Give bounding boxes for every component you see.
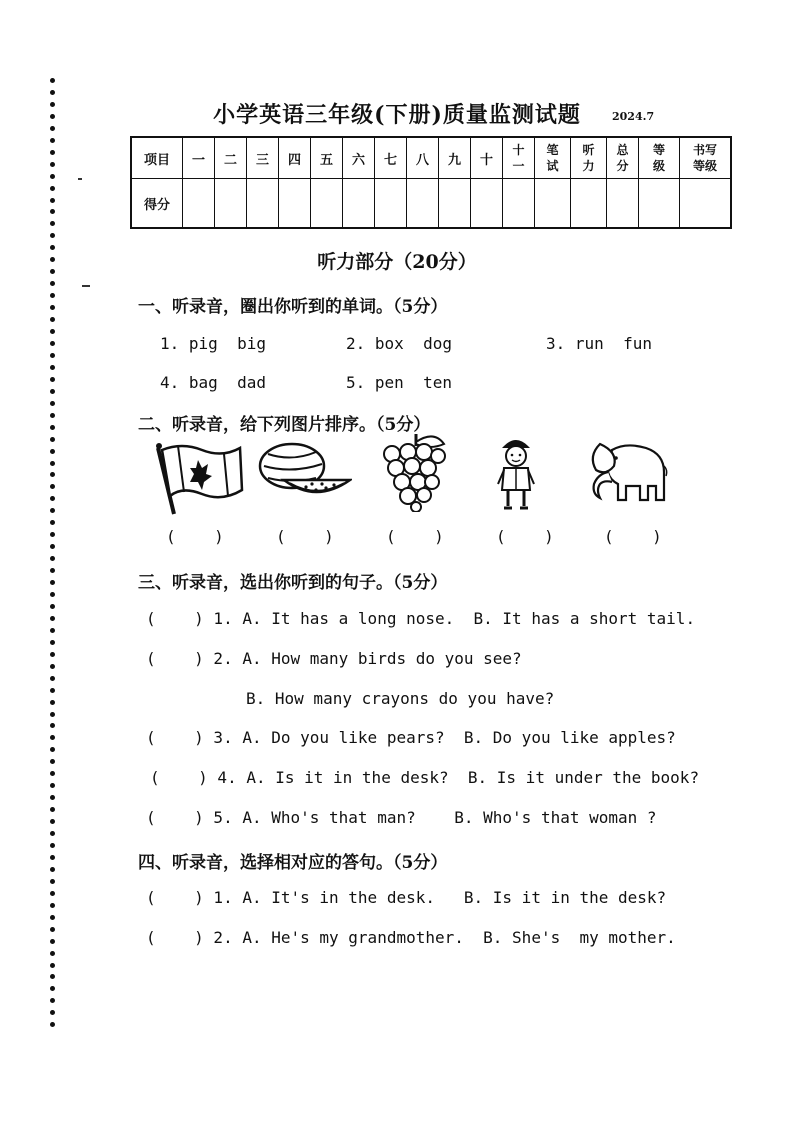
score-header-cell: 等 级 (639, 137, 680, 179)
binding-dot (50, 90, 55, 95)
binding-dots (50, 78, 58, 1028)
score-header-cell: 十 一 (503, 137, 535, 179)
q1-item: 2. box dog (346, 334, 452, 353)
binding-dot (50, 425, 55, 430)
binding-dot (50, 688, 55, 693)
binding-dot (50, 628, 55, 633)
score-header-cell: 九 (439, 137, 471, 179)
score-cell[interactable] (343, 179, 375, 229)
binding-dot (50, 233, 55, 238)
binding-dot (50, 472, 55, 477)
binding-dot (50, 700, 55, 705)
binding-dot (50, 891, 55, 896)
exam-date: 2024.7 (612, 110, 655, 123)
score-cell[interactable] (607, 179, 639, 229)
q3-item: ( ) 1. A. It has a long nose. B. It has a short tail. (146, 609, 696, 628)
binding-dot (50, 305, 55, 310)
score-header-cell: 笔 试 (535, 137, 571, 179)
binding-dot (50, 735, 55, 740)
binding-dot (50, 604, 55, 609)
binding-dot (50, 329, 55, 334)
q2-answer-blank[interactable]: ( ) (604, 527, 662, 546)
binding-dot (50, 723, 55, 728)
binding-dot (50, 616, 55, 621)
binding-dot (50, 508, 55, 513)
score-cell[interactable] (279, 179, 311, 229)
score-cell[interactable] (311, 179, 343, 229)
score-row-label: 得分 (131, 179, 183, 229)
binding-dot (50, 556, 55, 561)
binding-dot (50, 496, 55, 501)
scan-mark (82, 285, 90, 287)
q2-answer-blank[interactable]: ( ) (166, 527, 224, 546)
binding-dot (50, 974, 55, 979)
score-cell[interactable] (183, 179, 215, 229)
page-title: 小学英语三年级(下册)质量监测试题 (213, 102, 581, 128)
score-cell[interactable] (471, 179, 503, 229)
q1-item: 1. pig big (160, 334, 266, 353)
binding-dot (50, 712, 55, 717)
binding-dot (50, 78, 55, 83)
score-header-cell: 总 分 (607, 137, 639, 179)
score-header-cell: 三 (247, 137, 279, 179)
binding-dot (50, 819, 55, 824)
score-cell[interactable] (535, 179, 571, 229)
score-cell[interactable] (215, 179, 247, 229)
binding-dot (50, 365, 55, 370)
binding-dot (50, 568, 55, 573)
binding-dot (50, 676, 55, 681)
q2-heading: 二、听录音，给下列图片排序。（5分） (138, 415, 431, 435)
scan-mark (78, 178, 82, 180)
q1-item: 4. bag dad (160, 373, 266, 392)
binding-dot (50, 544, 55, 549)
elephant-icon (586, 436, 668, 508)
binding-dot (50, 520, 55, 525)
flag-icon (152, 440, 244, 516)
binding-dot (50, 640, 55, 645)
binding-dot (50, 843, 55, 848)
score-header-cell: 书写 等级 (680, 137, 732, 179)
score-cell[interactable] (639, 179, 680, 229)
q2-pictures (150, 430, 680, 510)
binding-dot (50, 1022, 55, 1027)
binding-dot (50, 998, 55, 1003)
q4-item: ( ) 1. A. It's in the desk. B. Is it in the desk? (146, 888, 667, 907)
score-cell[interactable] (503, 179, 535, 229)
q4-heading: 四、听录音，选择相对应的答句。（5分） (138, 853, 448, 873)
score-header-cell: 七 (375, 137, 407, 179)
score-cell[interactable] (680, 179, 732, 229)
binding-dot (50, 855, 55, 860)
binding-dot (50, 795, 55, 800)
binding-dot (50, 903, 55, 908)
binding-dot (50, 1010, 55, 1015)
q3-heading: 三、听录音，选出你听到的句子。（5分） (138, 573, 448, 593)
score-cell[interactable] (439, 179, 471, 229)
grapes-icon (378, 432, 450, 512)
score-cell[interactable] (407, 179, 439, 229)
score-header-cell: 一 (183, 137, 215, 179)
binding-dot (50, 484, 55, 489)
score-header-row (131, 137, 731, 179)
binding-dot (50, 580, 55, 585)
binding-dot (50, 939, 55, 944)
boy-icon (494, 434, 538, 512)
binding-dot (50, 353, 55, 358)
watermelon-icon (256, 440, 352, 506)
score-header-cell: 二 (215, 137, 247, 179)
score-header-cell: 听 力 (571, 137, 607, 179)
binding-dot (50, 221, 55, 226)
binding-dot (50, 867, 55, 872)
binding-dot (50, 831, 55, 836)
binding-dot (50, 532, 55, 537)
q3-item: ( ) 4. A. Is it in the desk? B. Is it under the book? (150, 768, 700, 787)
binding-dot (50, 986, 55, 991)
binding-dot (50, 413, 55, 418)
binding-dot (50, 162, 55, 167)
binding-dot (50, 879, 55, 884)
score-cell[interactable] (247, 179, 279, 229)
q3-item: B. How many crayons do you have? (246, 689, 555, 708)
binding-dot (50, 281, 55, 286)
binding-dot (50, 963, 55, 968)
binding-dot (50, 138, 55, 143)
binding-dot (50, 186, 55, 191)
binding-dot (50, 317, 55, 322)
binding-dot (50, 198, 55, 203)
q1-item: 3. run fun (546, 334, 652, 353)
score-header-cell: 项目 (131, 137, 183, 179)
q2-answer-blank[interactable]: ( ) (496, 527, 554, 546)
binding-dot (50, 174, 55, 179)
binding-dot (50, 927, 55, 932)
score-value-row (131, 179, 731, 229)
binding-dot (50, 401, 55, 406)
q3-item: ( ) 3. A. Do you like pears? B. Do you like apples? (146, 728, 676, 747)
binding-dot (50, 150, 55, 155)
score-header-cell: 五 (311, 137, 343, 179)
binding-dot (50, 771, 55, 776)
q3-item: ( ) 5. A. Who's that man? B. Who's that woman ? (146, 808, 657, 827)
binding-dot (50, 209, 55, 214)
q3-item: ( ) 2. A. How many birds do you see? (146, 649, 522, 668)
binding-dot (50, 377, 55, 382)
score-header-cell: 八 (407, 137, 439, 179)
score-header-cell: 四 (279, 137, 311, 179)
binding-dot (50, 807, 55, 812)
binding-dot (50, 389, 55, 394)
score-cell[interactable] (571, 179, 607, 229)
binding-dot (50, 341, 55, 346)
binding-dot (50, 915, 55, 920)
q2-answer-blank[interactable]: ( ) (276, 527, 334, 546)
q2-answer-blank[interactable]: ( ) (386, 527, 444, 546)
binding-dot (50, 449, 55, 454)
score-header-cell: 十 (471, 137, 503, 179)
binding-dot (50, 759, 55, 764)
q1-item: 5. pen ten (346, 373, 452, 392)
binding-dot (50, 652, 55, 657)
listening-heading: 听力部分（20分） (317, 251, 477, 273)
binding-dot (50, 951, 55, 956)
q1-heading: 一、听录音，圈出你听到的单词。（5分） (138, 297, 448, 317)
binding-dot (50, 783, 55, 788)
binding-dot (50, 664, 55, 669)
q4-item: ( ) 2. A. He's my grandmother. B. She's my mother. (146, 928, 676, 947)
binding-dot (50, 747, 55, 752)
binding-dot (50, 437, 55, 442)
score-cell[interactable] (375, 179, 407, 229)
binding-dot (50, 592, 55, 597)
binding-dot (50, 293, 55, 298)
score-header-cell: 六 (343, 137, 375, 179)
score-table (130, 136, 732, 229)
binding-dot (50, 461, 55, 466)
